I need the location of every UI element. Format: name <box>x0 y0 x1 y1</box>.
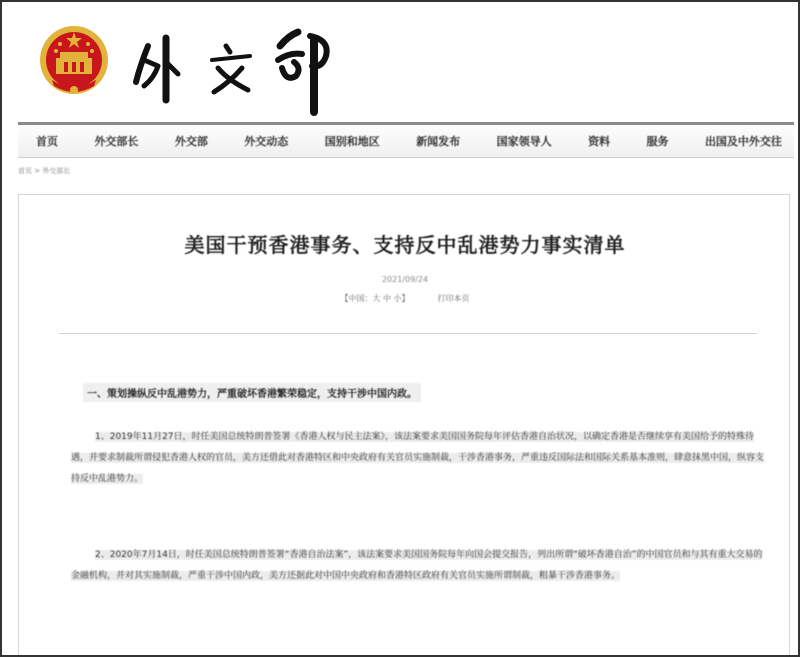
main-nav <box>18 122 794 158</box>
section-heading: 一、策划操纵反中乱港势力，严重破坏香港繁荣稳定，支持干涉中国内政。 <box>83 383 421 402</box>
nav-item-press[interactable]: 新闻发布 <box>416 135 461 148</box>
national-emblem-icon[interactable] <box>38 24 110 100</box>
breadcrumb[interactable]: 首页 > 外交部长 <box>18 167 71 175</box>
ministry-calligraphy-logo[interactable] <box>130 16 350 116</box>
article-date: 2021/09/24 <box>381 275 429 284</box>
article-paragraph-2 <box>71 545 771 587</box>
nav-item-ministry[interactable]: 外交部 <box>174 135 208 148</box>
article-meta <box>19 293 791 304</box>
article-title: 美国干预香港事务、支持反中乱港势力事实清单 <box>184 233 626 257</box>
nav-item-resources[interactable]: 资料 <box>588 135 611 148</box>
article-paragraph-1 <box>71 427 771 490</box>
font-size-switcher[interactable]: 【中国：大 中 小】 <box>340 294 410 303</box>
nav-item-leaders[interactable]: 国家领导人 <box>496 135 552 148</box>
paragraph-2-text: 2、2020年7月14日，时任美国总统特朗普签署“香港自治法案”，该法案要求美国国务院每年向国会提交报告，列出所谓“破坏香港自治”的中国官员和与其有重大交易的金融机构，并对其实施制裁，严重干涉中国内政，美方还据此对中国中央政府和香港特区政府有关官员实施所谓制裁，粗暴干涉香港事务。 <box>71 550 763 581</box>
article-panel <box>18 194 790 657</box>
title-divider <box>59 333 757 334</box>
nav-item-exchanges[interactable]: 出国及中外交往 <box>704 135 782 148</box>
nav-item-news[interactable]: 外交动态 <box>244 135 289 148</box>
nav-item-services[interactable]: 服务 <box>646 135 669 148</box>
nav-item-home[interactable]: 首页 <box>36 135 58 148</box>
nav-item-minister[interactable]: 外交部长 <box>94 135 139 148</box>
print-link[interactable]: 打印本页 <box>437 294 470 303</box>
paragraph-1-text: 1、2019年11月27日，时任美国总统特朗普签署《香港人权与民主法案》，该法案要求美国国务院每年评估香港自治状况，以确定香港是否继续享有美国给予的特殊待遇，并要求制裁所谓侵犯香港人权的官员，美方还借此对香港特区和中央政府有关官员实施制裁，干涉香港事务，严重违反国际法和国际关系基本准则，肆意抹黑中国，纵容支持反中乱港势力。 <box>71 432 765 484</box>
nav-item-countries[interactable]: 国别和地区 <box>324 135 380 148</box>
site-header <box>2 2 798 120</box>
